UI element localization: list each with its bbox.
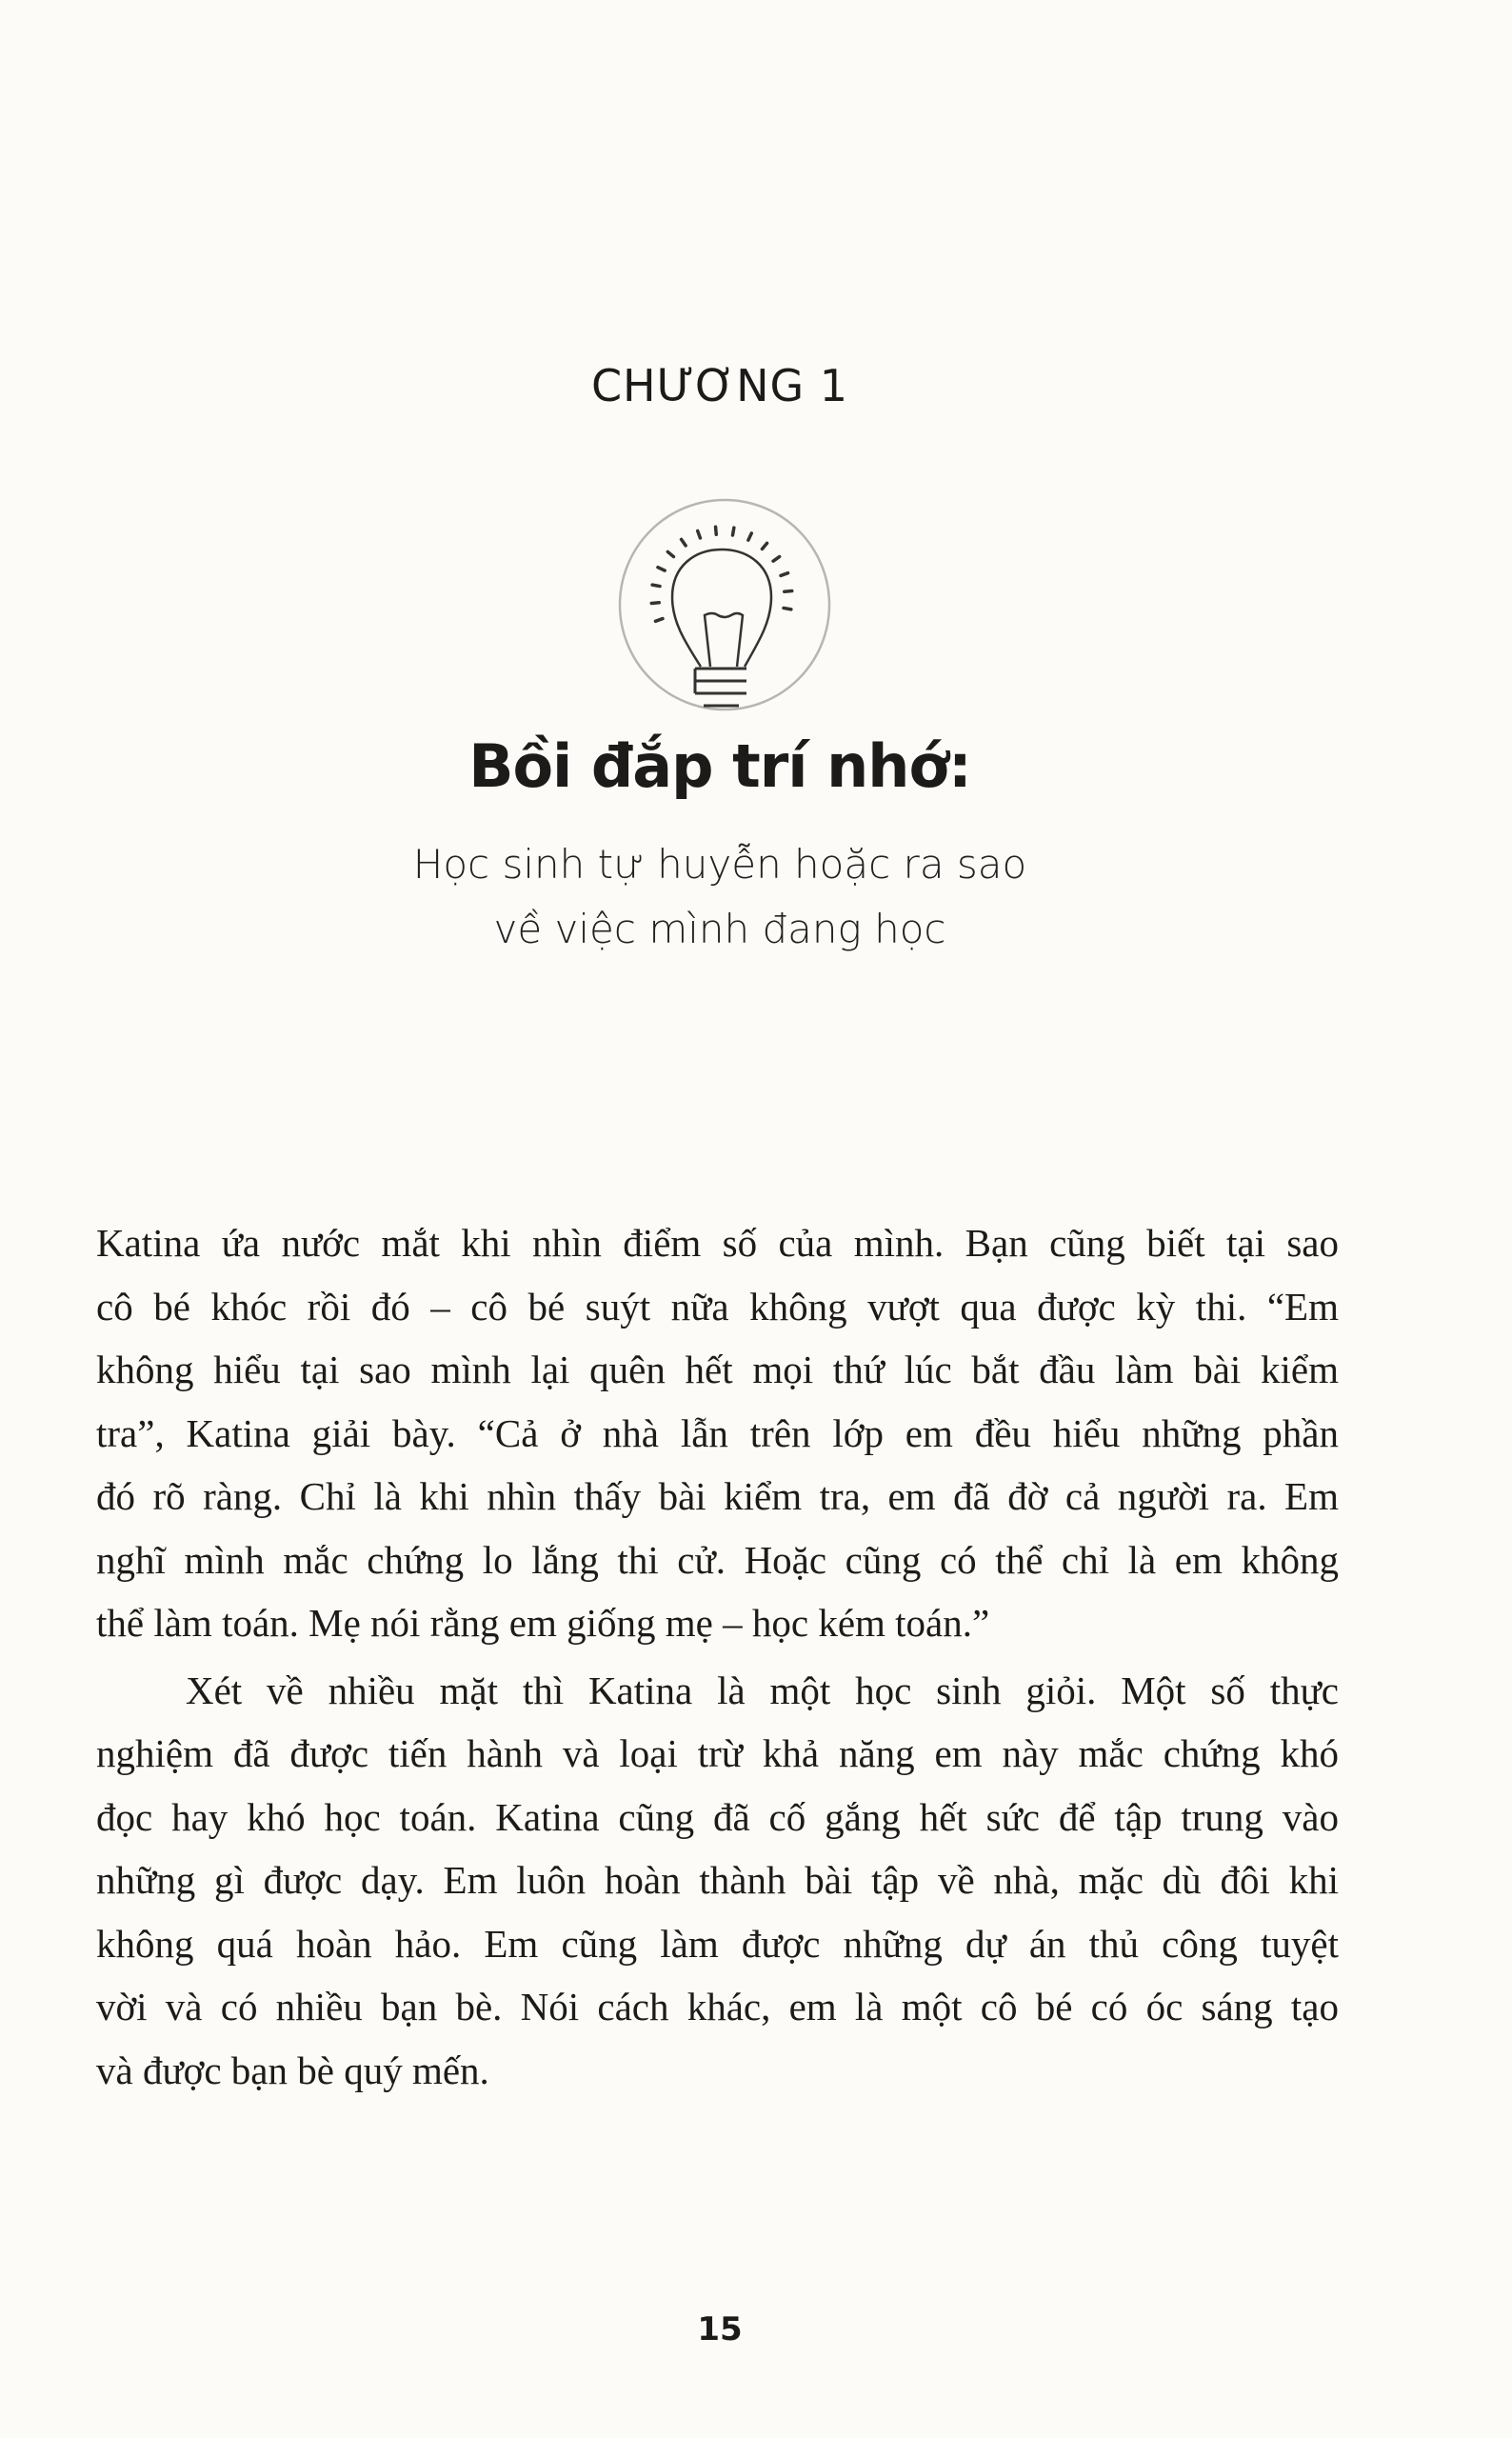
chapter-subtitle: [0, 832, 1440, 962]
text-line: đọc hay khó học toán. Katina cũng đã cố gắng hết sức để tập trung vào: [96, 1794, 1339, 1839]
text-line: và được bạn bè quý mến.: [96, 2048, 489, 2092]
light-ray: [716, 527, 717, 534]
text-line: cô bé khóc rồi đó – cô bé suýt nữa không vượt qua được kỳ thi. “Em: [96, 1284, 1339, 1329]
text-line: thể làm toán. Mẹ nói rằng em giống mẹ – học kém toán.”: [96, 1601, 990, 1645]
light-ray: [785, 591, 792, 592]
subtitle-line: Học sinh tự huyễn hoặc ra sao: [412, 841, 1027, 888]
body-text: [96, 1211, 1339, 2102]
text-line: những gì được dạy. Em luôn hoàn thành bài tập về nhà, mặc dù đôi khi: [96, 1858, 1339, 1902]
light-ray: [682, 539, 686, 546]
light-ray: [667, 551, 673, 556]
text-line: Xét về nhiều mặt thì Katina là một học sinh giỏi. Một số thực: [186, 1668, 1339, 1712]
light-ray: [748, 533, 751, 540]
light-ray: [655, 619, 663, 622]
text-line: Katina ứa nước mắt khi nhìn điểm số của mình. Bạn cũng biết tại sao: [96, 1221, 1339, 1265]
text-line: vời và có nhiều bạn bè. Nói cách khác, em là một cô bé có óc sáng tạo: [96, 1985, 1339, 2028]
subtitle-line: về việc mình đang học: [493, 906, 946, 952]
light-ray: [762, 543, 766, 549]
text-line: đó rõ ràng. Chỉ là khi nhìn thấy bài kiểm tra, em đã đờ cả người ra. Em: [96, 1474, 1339, 1518]
light-ray: [658, 568, 665, 570]
paragraph-2: [96, 1659, 1339, 2103]
text-line: nghiệm đã được tiến hành và loại trừ khả năng em này mắc chứng khó: [96, 1731, 1339, 1775]
text-line: không hiểu tại sao mình lại quên hết mọi thứ lúc bắt đầu làm bài kiểm: [96, 1348, 1339, 1391]
light-ray: [781, 573, 788, 576]
light-ray: [773, 557, 780, 562]
light-ray: [698, 530, 701, 538]
page-number: 15: [697, 2310, 743, 2348]
light-ray: [651, 603, 659, 604]
light-ray: [732, 528, 733, 535]
text-line: tra”, Katina giải bày. “Cả ở nhà lẫn trên lớp em đều hiểu những phần: [96, 1410, 1339, 1455]
light-ray: [652, 585, 660, 586]
text-line: nghĩ mình mắc chứng lo lắng thi cử. Hoặc cũng có thể chỉ là em không: [96, 1537, 1339, 1582]
lightbulb-icon: [617, 497, 832, 747]
text-line: không quá hoàn hảo. Em cũng làm được những dự án thủ công tuyệt: [96, 1921, 1339, 1966]
paragraph-1: [96, 1211, 1339, 1655]
chapter-title: Bồi đắp trí nhớ:: [468, 731, 971, 801]
light-ray: [784, 608, 791, 609]
chapter-label: CHƯƠNG 1: [590, 360, 849, 411]
